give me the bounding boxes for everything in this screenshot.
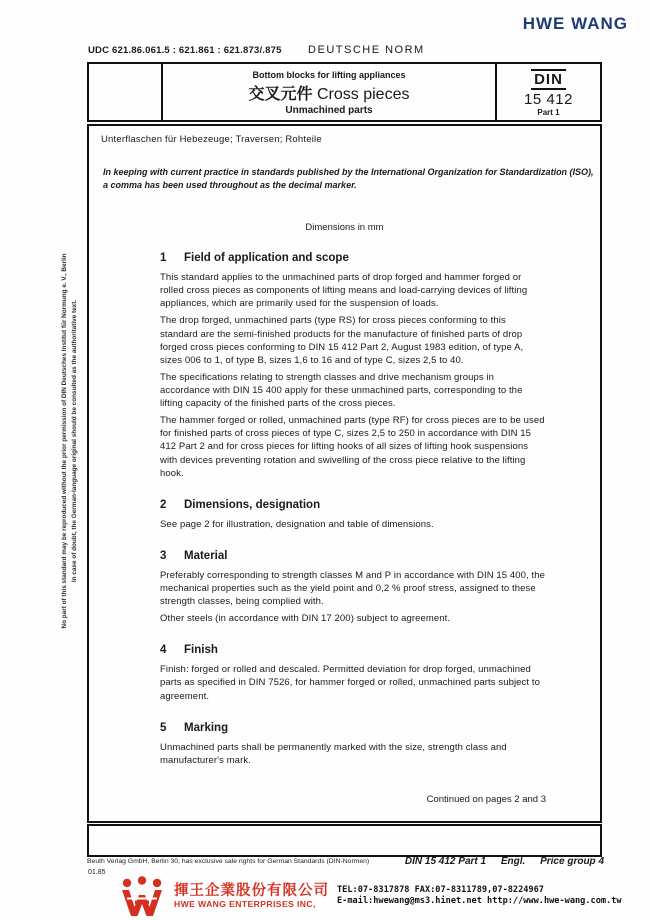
udc-code: UDC 621.86.061.5 : 621.861 : 621.873/.875: [88, 45, 282, 56]
company-name-en: HWE WANG ENTERPRISES INC,: [174, 899, 316, 910]
doc-ref-number: DIN 15 412 Part 1: [404, 856, 487, 867]
title-block: [87, 62, 602, 122]
deutsche-norm-label: DEUTSCHE NORM: [308, 44, 425, 56]
din-logo: DIN: [531, 69, 566, 90]
title-main: [163, 81, 495, 104]
publisher-note: Beuth Verlag GmbH, Berlin 30, has exclusive sale rights for German Standards (DIN-Normen): [87, 858, 370, 865]
title-block-empty-cell: [89, 64, 163, 120]
german-subtitle: Unterflaschen für Hebezeuge; Traversen; Rohteile: [101, 134, 322, 145]
section-1-paragraph: The specifications relating to strength classes and drive mechanism groups in accordance with DIN 15 400 apply for these unmachined parts, corresponding to the lifting capacity of the finished parts of the cross pieces.: [160, 371, 523, 410]
section-5-heading: [160, 722, 546, 734]
title-subject: Bottom blocks for lifting appliances: [252, 70, 406, 80]
classification-row: [88, 40, 602, 58]
section-5-title: Marking: [184, 721, 229, 734]
dimensions-note: Dimensions in mm: [305, 222, 384, 234]
section-3-paragraph: Other steels (in accordance with DIN 17 200) subject to agreement.: [160, 613, 451, 625]
section-3-paragraph: Preferably corresponding to strength classes M and P in accordance with DIN 15 400, the mechanical properties such as the yield point and 0,2 % proof stress, assigned to these strength classes, being complied with.: [160, 569, 546, 608]
footer-empty-box: [87, 824, 602, 857]
reproduction-notice-line2: In case of doubt, the German-language original should be consulted as the authoritative text.: [70, 299, 78, 583]
section-2-heading: [160, 499, 546, 511]
section-1-title: Field of application and scope: [184, 252, 349, 265]
hwe-wang-crown-logo-icon: [118, 876, 168, 918]
section-1-paragraph: The hammer forged or rolled, unmachined parts (type RF) for cross pieces are to be used for finished parts of cross pieces of type C, sizes 2,5 to 250 in accordance with DIN 15 412 Part 2 and for cross pieces for lifting hooks of all sizes of lifting hook suspensions with devices preventing rotation and swivelling of the cross piece relative to the lifting hook.: [160, 415, 545, 479]
section-4-paragraph: Finish: forged or rolled and descaled. Permitted deviation for drop forged, unmachined parts as specified in DIN 7526, for hammer forged or rolled, unmachined parts subject to agreement.: [160, 664, 541, 702]
reproduction-notice: [60, 226, 82, 656]
iso-decimal-note: In keeping with current practice in standards published by the International Organization for Standardization (ISO), a comma has been used throughout as the decimal marker.: [103, 167, 594, 191]
sections: [160, 252, 546, 805]
email-web-line: E-mail:hwewang@ms3.hinet.net http://www.hwe-wang.com.tw: [337, 896, 622, 907]
title-variant: Unmachined parts: [285, 105, 373, 116]
doc-ref-price-group: Price group 4: [540, 856, 604, 867]
title-main-cjk: 交叉元件: [248, 86, 313, 103]
section-3-number: 3: [160, 549, 167, 562]
title-block-titles: [163, 64, 495, 120]
brand-wordmark: HWE WANG: [522, 14, 628, 33]
section-4-number: 4: [160, 644, 167, 657]
document-reference: [405, 856, 604, 867]
section-3-heading: [160, 550, 546, 562]
din-number: 15 412: [524, 91, 573, 109]
doc-ref-language: Engl.: [500, 856, 526, 867]
section-2-paragraph: See page 2 for illustration, designation and table of dimensions.: [160, 518, 434, 530]
section-2-title: Dimensions, designation: [184, 498, 321, 511]
section-1-paragraph: The drop forged, unmachined parts (type RS) for cross pieces conforming to this standard are the semi-finished products for the manufacture of finished parts of drop forged cross pieces conforming to DIN 15 412 Part 2, August 1983 edition, of type A, sizes 006 to 1, of type B, sizes 1,6 to 16 and of type C, sizes 2,5 to 40.: [160, 315, 524, 366]
din-part: Part 1: [537, 108, 560, 118]
section-1-paragraph: This standard applies to the unmachined parts of drop forged and hammer forged or rolled cross pieces as components of lifting means and load-carrying devices of lifting appliances, which are primarily used for the suspension of loads.: [160, 272, 528, 310]
section-5-number: 5: [160, 721, 167, 734]
section-2-number: 2: [160, 498, 167, 511]
section-1-heading: [160, 252, 546, 264]
section-4-title: Finish: [184, 644, 218, 657]
section-3-title: Material: [184, 549, 228, 562]
company-contact-block: [337, 885, 622, 907]
title-main-en: Cross pieces: [316, 86, 410, 103]
section-1-number: 1: [160, 252, 167, 265]
document-body-box: [87, 124, 602, 823]
continued-note: Continued on pages 2 and 3: [426, 793, 546, 805]
date-code: 01.85: [88, 869, 106, 876]
phone-fax-line: TEL:07-8317878 FAX:07-8311789,07-8224967: [337, 885, 544, 895]
reproduction-notice-line1: No part of this standard may be reproduced without the prior permission of DIN Deutsches Institut für Normung e. V., Berlin: [61, 253, 68, 629]
din-designation-box: [495, 64, 600, 120]
company-name-block: [174, 884, 329, 909]
company-footer: [118, 876, 622, 918]
company-name-cjk: 揮王企業股份有限公司: [174, 883, 329, 899]
section-5-paragraph: Unmachined parts shall be permanently marked with the size, strength class and manufacturer's mark.: [160, 741, 507, 766]
section-4-heading: [160, 644, 546, 656]
